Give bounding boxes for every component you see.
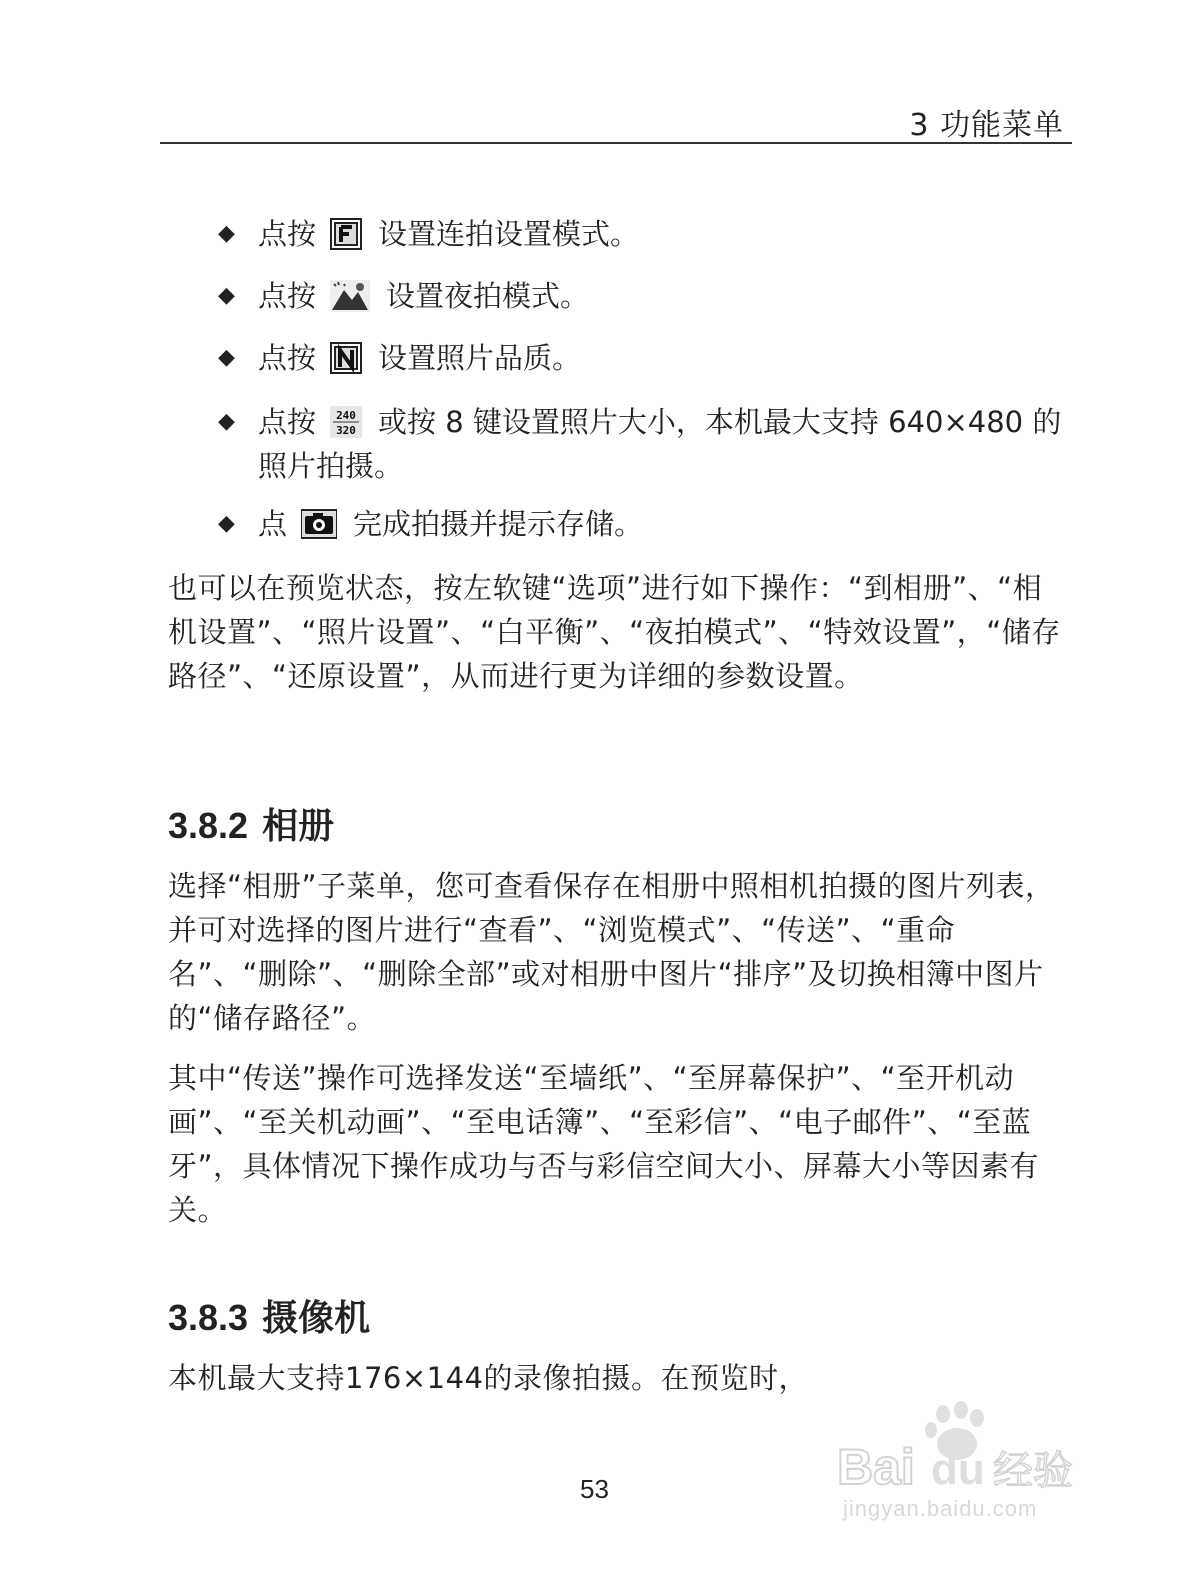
watermark-logo-du: du: [931, 1445, 985, 1494]
section-title: 相册: [262, 805, 335, 846]
paragraph-options: 也可以在预览状态，按左软键“选项”进行如下操作：“到相册”、“相机设置”、“照片设置”、“白平衡”、“夜拍模式”、“特效设置”，“储存路径”、“还原设置”，从而进行更为详细的参数设置。: [168, 571, 1061, 693]
paragraph-album: 选择“相册”子菜单，您可查看保存在相册中照相机拍摄的图片列表，并可对选择的图片进行“查看”、“浏览模式”、“传送”、“重命名”、“删除”、“删除全部”或对相册中图片“排序”及切换相簿中图片的“储存路径”。: [168, 869, 1055, 1035]
list-item: [218, 336, 581, 380]
paragraph-send: 其中“传送”操作可选择发送“至墙纸”、“至屏幕保护”、“至开机动画”、“至关机动画”、“至电话簿”、“至彩信”、“电子邮件”、“至蓝牙”，具体情况下操作成功与否与彩信空间大小、屏幕大小等因素有关。: [168, 1061, 1040, 1227]
watermark-url: jingyan.baidu.com: [843, 1496, 1038, 1521]
page-header: [160, 96, 1072, 144]
bullet-text: 设置照片品质。: [378, 341, 582, 375]
continuous-shot-icon: [330, 218, 362, 250]
page-number: 53: [580, 1474, 609, 1504]
list-item: [218, 400, 1078, 488]
camera-icon: [301, 508, 337, 540]
section-heading-album: [168, 798, 334, 849]
size-icon-top-label: 240: [336, 409, 356, 422]
diamond-bullet-icon: ◆: [218, 511, 235, 536]
bullet-text: 或按 8 键设置照片大小，本机最大支持 640×480 的照片拍摄。: [258, 405, 1062, 483]
section-number: 3.8.2: [168, 805, 249, 846]
bullet-lead: 点按: [258, 279, 317, 313]
list-item: [218, 274, 589, 318]
watermark-logo-text: Bai: [837, 1439, 915, 1495]
baidu-watermark-logo: [833, 1400, 1103, 1530]
section-heading-camcorder: [168, 1290, 370, 1341]
quality-icon: [330, 342, 362, 374]
bullet-lead: 点按: [258, 405, 317, 439]
section-title: 摄像机: [262, 1297, 371, 1338]
bullet-text: 设置夜拍模式。: [386, 279, 590, 313]
night-mode-icon: [330, 280, 370, 312]
diamond-bullet-icon: ◆: [218, 221, 235, 246]
size-icon: [330, 406, 362, 438]
bullet-lead: 点按: [258, 341, 317, 375]
paragraph-camcorder: 本机最大支持176×144的录像拍摄。在预览时，: [168, 1361, 809, 1395]
list-item: [218, 212, 639, 256]
diamond-bullet-icon: ◆: [218, 409, 235, 434]
bullet-text: 完成拍摄并提示存储。: [353, 507, 644, 541]
list-item: [218, 502, 643, 546]
diamond-bullet-icon: ◆: [218, 345, 235, 370]
diamond-bullet-icon: ◆: [218, 283, 235, 308]
chapter-title: 3 功能菜单: [909, 108, 1064, 143]
bullet-lead: 点: [258, 507, 288, 541]
watermark-logo-jingyan: 经验: [993, 1448, 1073, 1494]
bullet-text: 设置连拍设置模式。: [378, 217, 640, 251]
bullet-lead: 点按: [258, 217, 317, 251]
section-number: 3.8.3: [168, 1297, 249, 1338]
size-icon-bottom-label: 320: [336, 424, 356, 437]
